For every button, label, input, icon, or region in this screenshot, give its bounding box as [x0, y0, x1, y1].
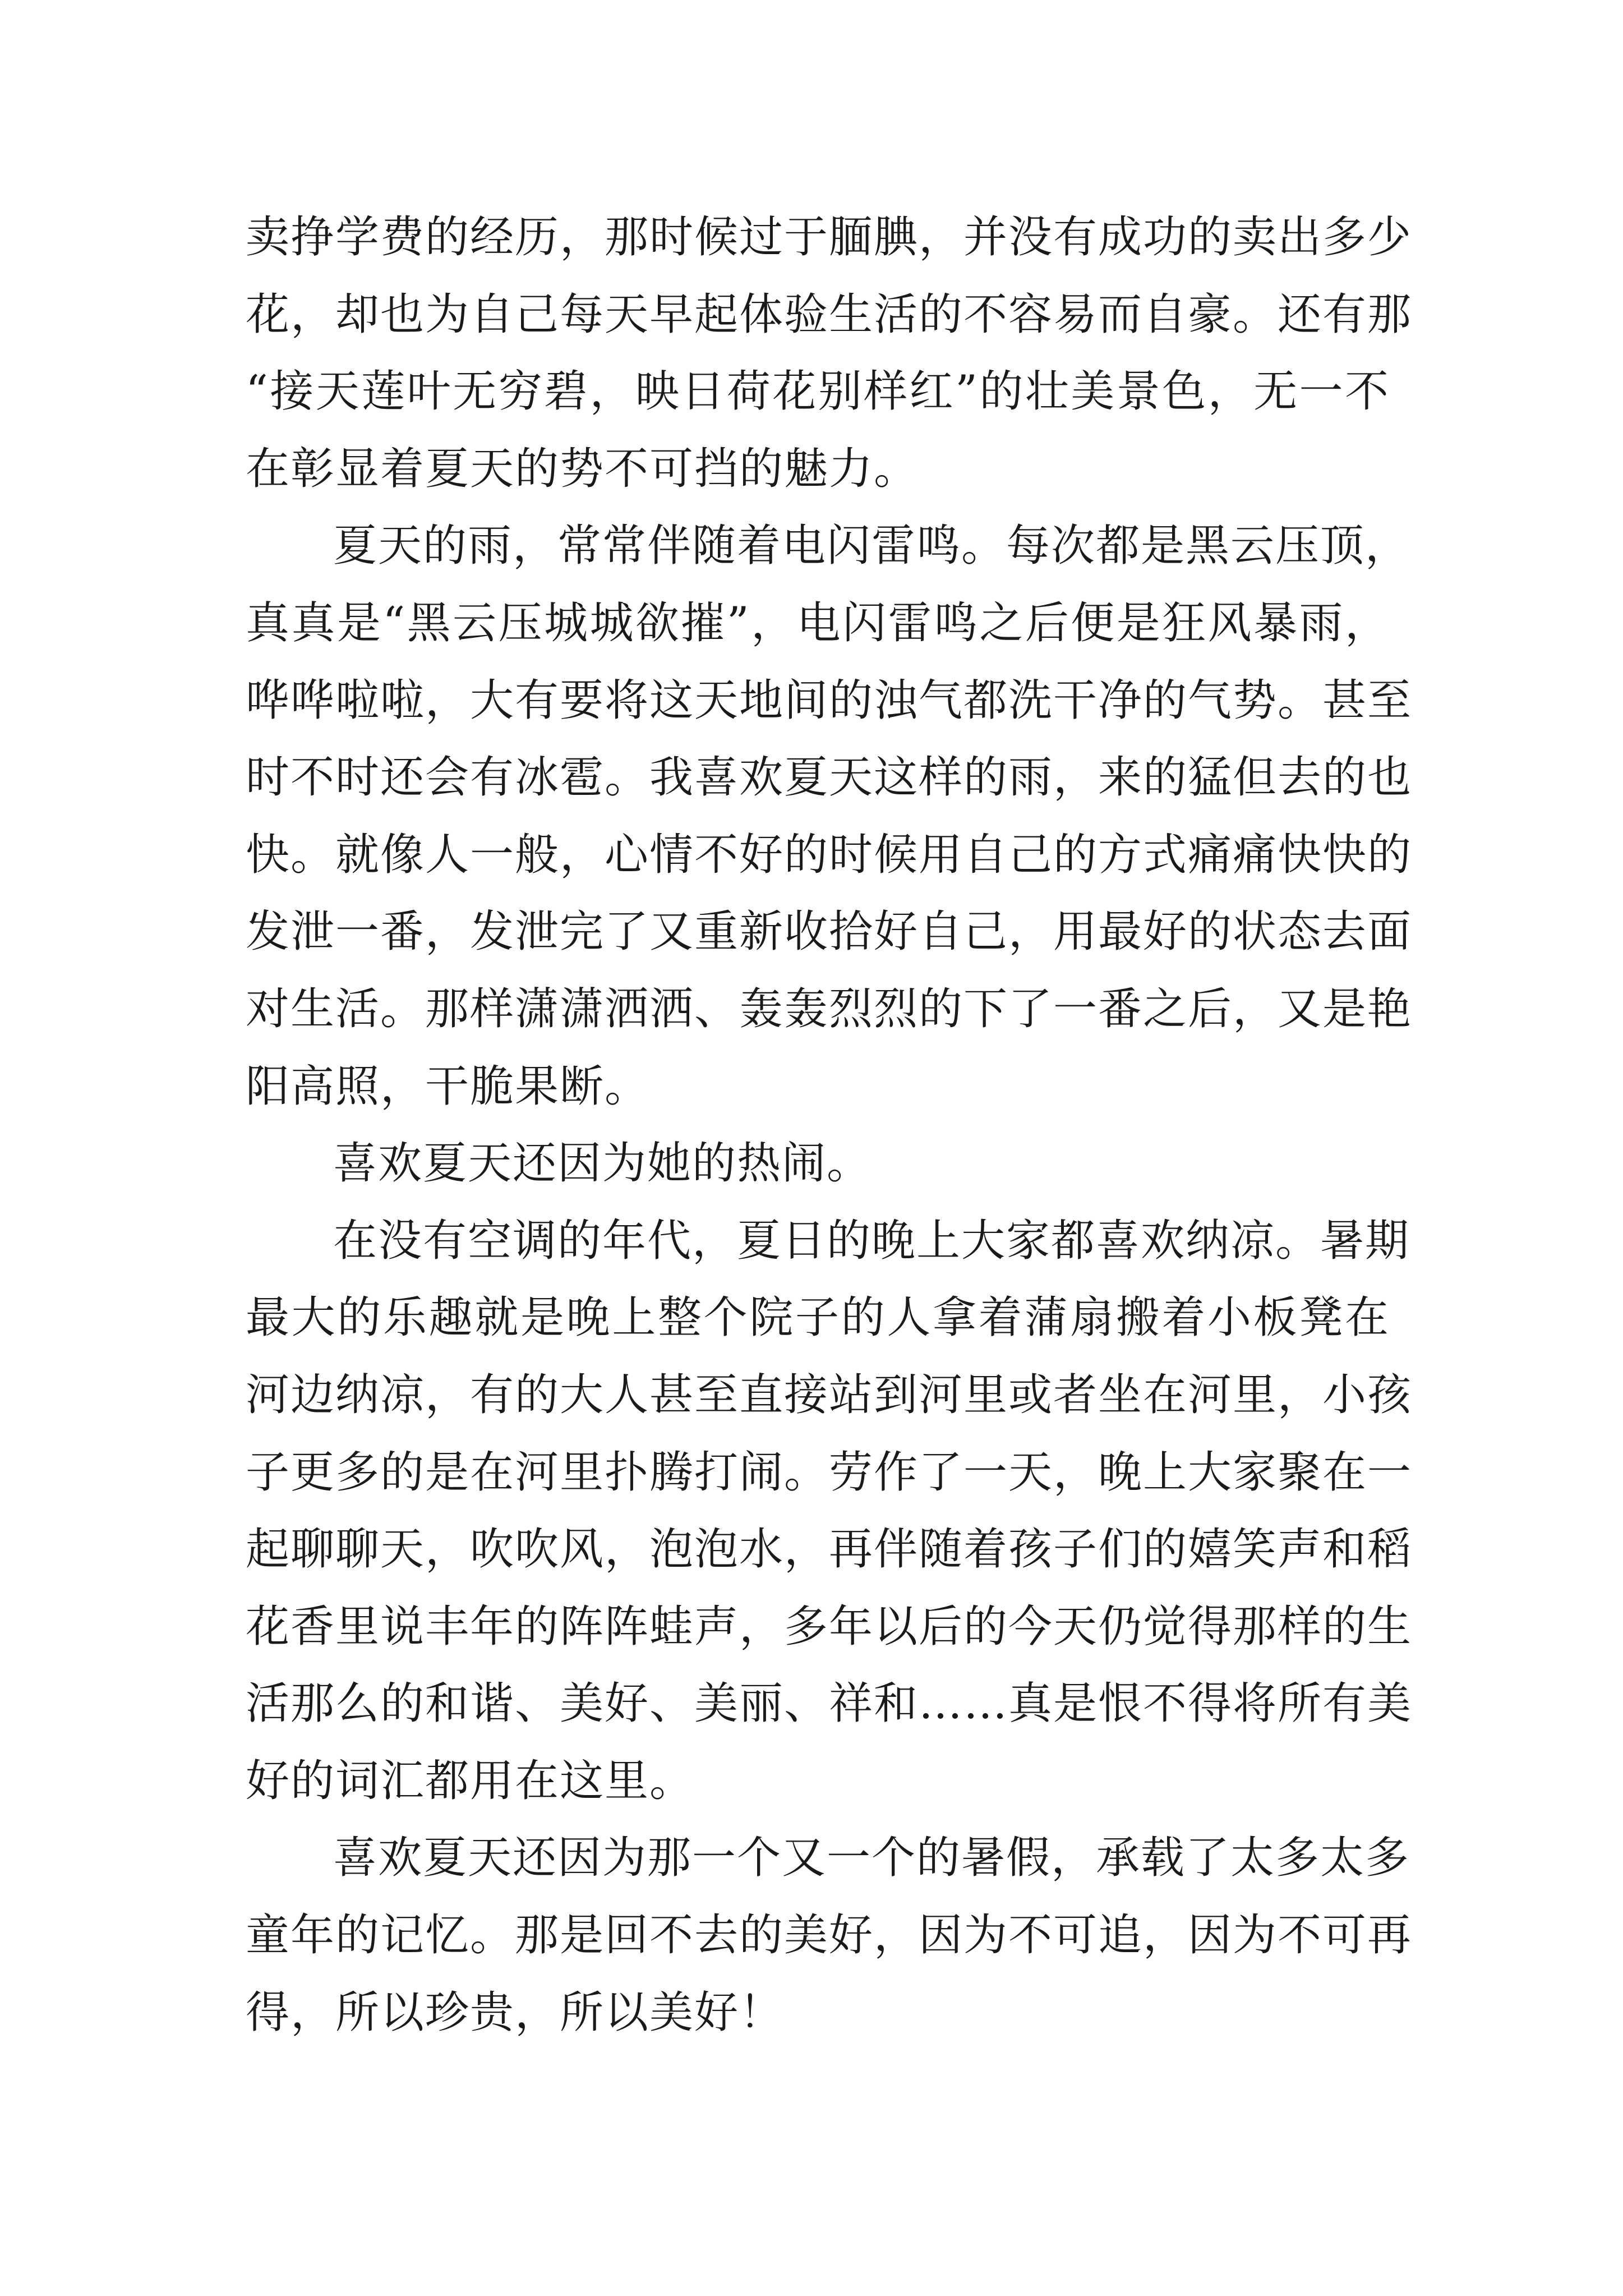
text-line: 发泄一番，发泄完了又重新收拾好自己，用最好的状态去面	[246, 907, 1413, 958]
text-line: “接天莲叶无穷碧，映日荷花别样红”的壮美景色，无一不	[246, 366, 1390, 417]
text-line: 喜欢夏天还因为那一个又一个的暑假，承载了太多太多	[333, 1833, 1410, 1884]
paragraph-4	[246, 1203, 1413, 1820]
document-body	[246, 199, 1413, 2051]
text-line: 花香里说丰年的阵阵蛙声，多年以后的今天仍觉得那样的生	[246, 1601, 1413, 1652]
text-line: 童年的记忆。那是回不去的美好，因为不可追，因为不可再	[246, 1910, 1413, 1961]
paragraph-5	[246, 1820, 1413, 2051]
paragraph-2	[246, 508, 1413, 1125]
text-line: 喜欢夏天还因为她的热闹。	[333, 1138, 872, 1189]
text-line: 河边纳凉，有的大人甚至直接站到河里或者坐在河里，小孩	[246, 1369, 1413, 1420]
text-line: 最大的乐趣就是晚上整个院子的人拿着蒲扇搬着小板凳在	[246, 1292, 1390, 1343]
paragraph-3	[246, 1125, 1390, 1203]
text-line: 真真是“黑云压城城欲摧”，电闪雷鸣之后便是狂风暴雨，	[246, 597, 1390, 648]
text-line: 起聊聊天，吹吹风，泡泡水，再伴随着孩子们的嬉笑声和稻	[246, 1524, 1413, 1575]
text-line: 好的词汇都用在这里。	[246, 1755, 695, 1806]
text-line: 在彰显着夏天的势不可挡的魅力。	[246, 443, 919, 494]
paragraph-1	[246, 199, 1413, 508]
text-line: 哗哗啦啦，大有要将这天地间的浊气都洗干净的气势。甚至	[246, 675, 1413, 726]
text-line: 夏天的雨，常常伴随着电闪雷鸣。每次都是黑云压顶，	[333, 521, 1410, 572]
text-line: 子更多的是在河里扑腾打闹。劳作了一天，晚上大家聚在一	[246, 1447, 1413, 1498]
text-line: 快。就像人一般，心情不好的时候用自己的方式痛痛快快的	[246, 829, 1413, 880]
text-line: 在没有空调的年代，夏日的晚上大家都喜欢纳凉。暑期	[333, 1215, 1410, 1266]
text-line: 得，所以珍贵，所以美好！	[246, 1987, 785, 2038]
text-line: 对生活。那样潇潇洒洒、轰轰烈烈的下了一番之后，又是艳	[246, 983, 1413, 1034]
text-line: 活那么的和谐、美好、美丽、祥和……真是恨不得将所有美	[246, 1678, 1413, 1729]
text-line: 花，却也为自己每天早起体验生活的不容易而自豪。还有那	[246, 289, 1413, 340]
text-line: 卖挣学费的经历，那时候过于腼腆，并没有成功的卖出多少	[246, 212, 1413, 263]
text-line: 阳高照，干脆果断。	[246, 1061, 650, 1112]
text-line: 时不时还会有冰雹。我喜欢夏天这样的雨，来的猛但去的也	[246, 752, 1413, 803]
